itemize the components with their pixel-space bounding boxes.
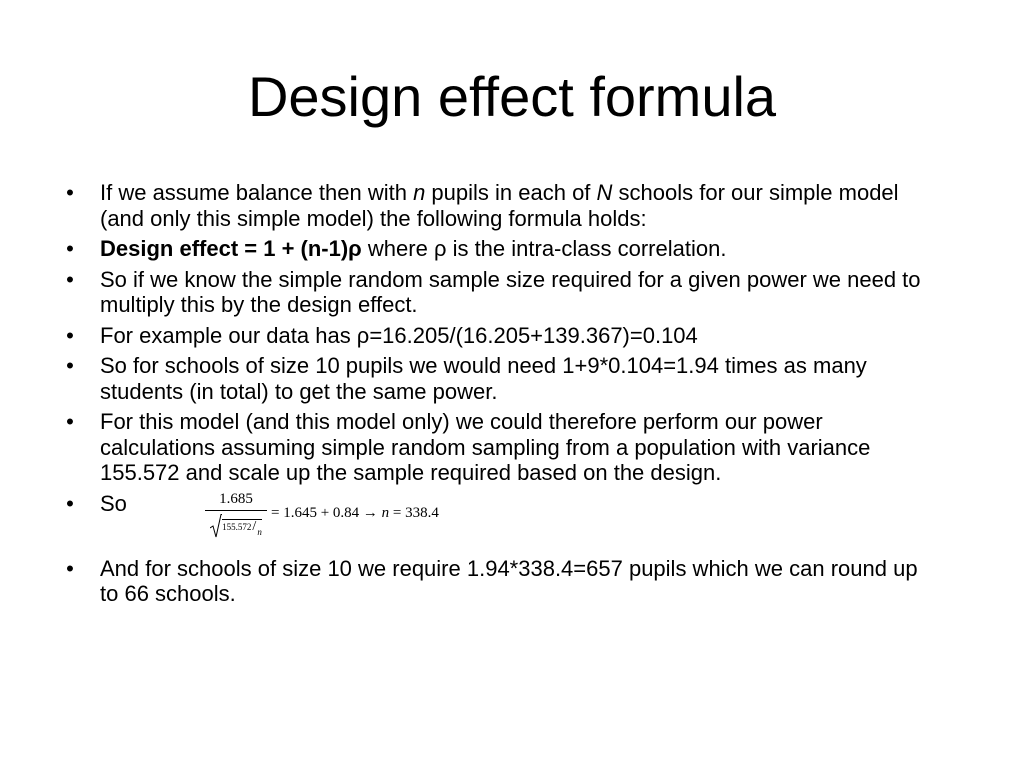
- bullet-power-calc: [60, 409, 940, 486]
- formula-numerator: 1.685: [219, 490, 253, 507]
- bullet-marker: •: [66, 409, 74, 434]
- variable-N: N: [596, 180, 613, 205]
- formula-fraction: [205, 490, 267, 538]
- bullet-text: where ρ is the intra-class correlation.: [361, 236, 727, 261]
- bullet-text: For example our data has ρ=16.205/(16.205+139.367)=0.104: [100, 322, 698, 348]
- rhs-text: = 1.645 + 0.84 →: [271, 504, 382, 521]
- formula-denominator: [210, 514, 262, 538]
- rhs-variable-n: n: [381, 504, 390, 521]
- fraction-bar: [205, 510, 267, 511]
- bullet-list: [60, 180, 940, 612]
- bullet-so-formula: [60, 491, 940, 551]
- bullet-marker: •: [66, 555, 74, 581]
- sqrt-icon: [210, 514, 222, 538]
- bullet-multiply: [60, 267, 940, 318]
- bullet-marker: •: [66, 236, 74, 261]
- bullet-marker: •: [66, 266, 74, 292]
- slide-title: Design effect formula: [247, 65, 777, 128]
- bullet-marker: •: [66, 490, 74, 516]
- bullet-text: So for schools of size 10 pupils we would need 1+9*0.104=1.94 times as many students (in total) to get the same power.: [100, 353, 867, 404]
- bullet-round-up: [60, 556, 940, 607]
- bullet-text: For this model (and this model only) we could therefore perform our power calculations assuming simple random sampling from a population with variance 155.572 and scale up the sample required based on the design.: [100, 409, 871, 485]
- formula-rhs: [271, 501, 439, 527]
- bullet-marker: •: [66, 353, 74, 378]
- bullet-design-effect: [60, 236, 940, 262]
- bullet-text: schools for our simple model (and only this simple model) the following formula holds:: [100, 180, 899, 231]
- inner-denominator: n: [257, 526, 262, 537]
- sample-size-formula: [205, 486, 439, 542]
- bullet-text: pupils in each of: [425, 180, 597, 205]
- bullet-text: So if we know the simple random sample size required for a given power we need to multiply this by the design effect.: [100, 266, 921, 317]
- bullet-text: So: [100, 490, 127, 516]
- bullet-text: If we assume balance then with: [100, 180, 414, 205]
- bullet-text: And for schools of size 10 we require 1.94*338.4=657 pupils which we can round up to 66 schools.: [100, 555, 918, 606]
- design-effect-formula: Design effect = 1 + (n-1)ρ: [100, 236, 362, 261]
- variable-n: n: [413, 180, 426, 205]
- rhs-text: = 338.4: [389, 504, 439, 521]
- inner-numerator: 155.572: [222, 521, 252, 532]
- bullet-balance-assumption: [60, 180, 940, 231]
- bullet-example-rho: [60, 323, 940, 349]
- inner-slash: /: [252, 518, 257, 534]
- bullet-school-size: [60, 353, 940, 404]
- bullet-marker: •: [66, 180, 74, 205]
- bullet-marker: •: [66, 322, 74, 348]
- sqrt-content: [222, 518, 262, 537]
